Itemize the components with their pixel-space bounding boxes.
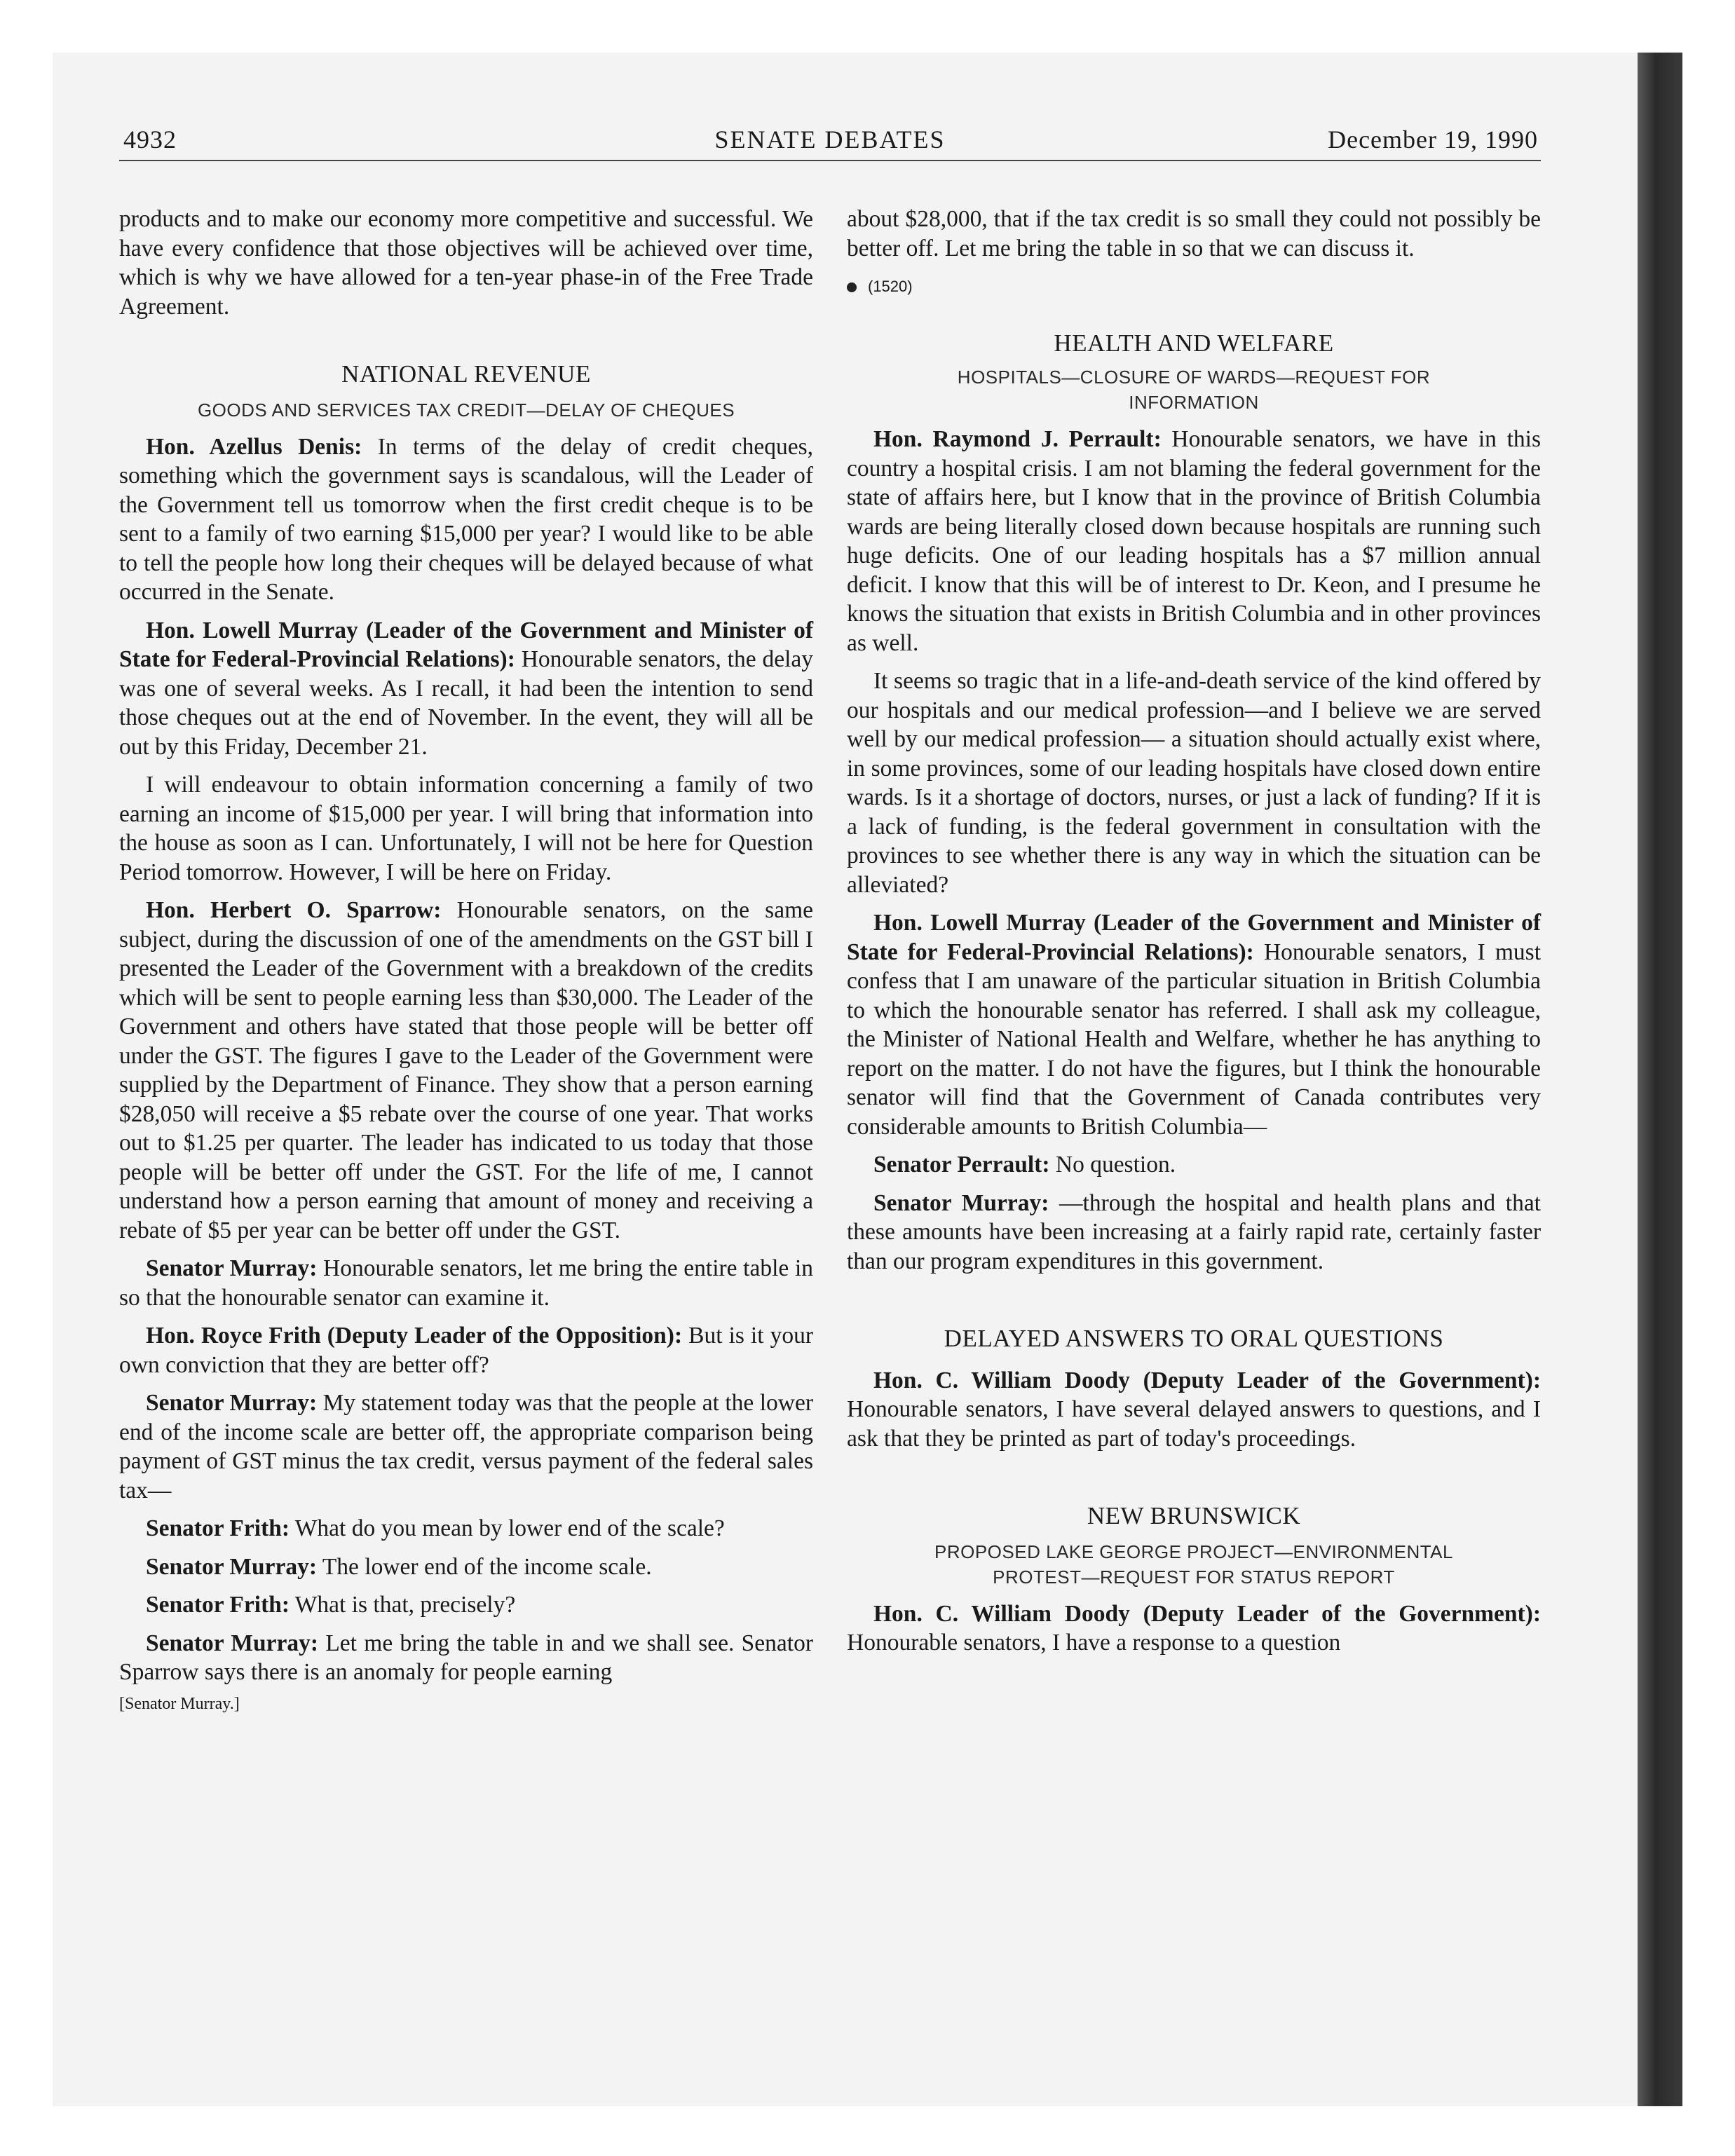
speaker-name: Hon. Royce Frith (Deputy Leader of the Opposition): — [146, 1323, 683, 1349]
speech-text: In terms of the delay of credit cheques, something which the government says is scandalous, will the Leader of the Government tell us tomorrow when the first credit cheque is to be sent to a family of two earning $15,000 per year? I would like to be able to tell the people how long their cheques will be delayed because of what occurred in the Senate. — [119, 433, 813, 605]
speaker-name: Senator Murray: — [146, 1255, 318, 1281]
speaker-name: Hon. Lowell Murray (Leader of the Government and Minister of State for Federal-Provincial Relations): — [119, 617, 813, 672]
speaker-attribution: [Senator Murray.] — [119, 1694, 240, 1713]
section-heading: NEW BRUNSWICK — [1087, 1502, 1301, 1529]
speaker-name: Senator Murray: — [146, 1630, 319, 1656]
section-heading: DELAYED ANSWERS TO ORAL QUESTIONS — [944, 1325, 1444, 1352]
speaker-name: Hon. Raymond J. Perrault: — [873, 426, 1162, 452]
speaker-name: Hon. Lowell Murray (Leader of the Government and Minister of State for Federal-Provincial Relations): — [847, 910, 1541, 965]
speaker-name: Hon. C. William Doody (Deputy Leader of the Government): — [873, 1600, 1541, 1627]
speaker-name: Senator Murray: — [873, 1189, 1049, 1216]
paragraph — [119, 1590, 813, 1620]
speech-text: No question. — [1049, 1152, 1176, 1178]
paragraph — [119, 432, 813, 607]
speech-text: Honourable senators, on the same subject, during the discussion of one of the amendments on the GST bill I presented the Leader of the Government with a breakdown of the credits which will be sent to people earning less than $30,000. The Leader of the Government and others have stated that those people will be better off under the GST. The figures I gave to the Leader of the Government were supplied by the Department of Finance. They show that a person earning $28,050 will receive a $5 rebate over the course of one year. That works out to $1.25 per quarter. The leader has indicated to us today that those people will be better off under the GST. For the life of me, I cannot understand how a person earning that amount of money and receiving a rebate of $5 per year can be better off under the GST. — [119, 897, 813, 1243]
speech-text: What is that, precisely? — [290, 1592, 516, 1618]
speech-text: What do you mean by lower end of the scale? — [290, 1515, 725, 1541]
page-number: 4932 — [123, 125, 177, 153]
speech-text: My statement today was that the people at the lower end of the income scale are better off, the appropriate comparison being payment of GST minus the tax credit, versus payment of the federal sales tax— — [119, 1390, 813, 1503]
speech-text: Honourable senators, I must confess that I am unaware of the particular situation in British Columbia to which the honourable senator has referred. I shall ask my colleague, the Minister of National Health and Welfare, whether he has anything to report on the matter. I do not have the figures, but I think the honourable senator will find that the Government of Canada contributes very considerable amounts to British Columbia— — [847, 939, 1542, 1140]
paragraph — [847, 908, 1541, 1141]
paragraph — [119, 616, 813, 762]
section-heading: HEALTH AND WELFARE — [1054, 329, 1334, 357]
section-heading: NATIONAL REVENUE — [341, 360, 591, 388]
paragraph — [119, 1553, 813, 1582]
speaker-name: Hon. Azellus Denis: — [146, 433, 362, 460]
paragraph — [119, 1389, 813, 1505]
left-column — [119, 205, 813, 1728]
paragraph — [847, 1366, 1541, 1454]
speaker-name: Senator Perrault: — [873, 1152, 1050, 1178]
publication-title: SENATE DEBATES — [714, 125, 946, 153]
paragraph — [847, 1150, 1541, 1180]
paragraph: products and to make our economy more competitive and successful. We have every confidence that those objectives will be achieved over time, which is why we have allowed for a ten-year phase-in of the Free Trade Agreement. — [119, 206, 813, 320]
speaker-name: Senator Murray: — [146, 1553, 318, 1580]
section-subheading: GOODS AND SERVICES TAX CREDIT—DELAY OF CHEQUES — [197, 399, 735, 421]
paragraph — [847, 1189, 1541, 1276]
publication-date: December 19, 1990 — [1328, 125, 1538, 153]
paragraph: about $28,000, that if the tax credit is so small they could not possibly be better off. Let me bring the table in so that we can discuss it. — [847, 206, 1541, 261]
bullet-icon — [847, 282, 857, 292]
paragraph — [847, 1599, 1541, 1658]
right-column — [847, 205, 1541, 1667]
speaker-name: Hon. C. William Doody (Deputy Leader of the Government): — [873, 1367, 1541, 1393]
time-marker — [847, 272, 1541, 301]
paragraph — [847, 425, 1541, 657]
scan-edge-shadow — [1638, 53, 1682, 2106]
paragraph — [119, 1254, 813, 1312]
section-subheading: PROPOSED LAKE GEORGE PROJECT—ENVIRONMENTAL PROTEST—REQUEST FOR STATUS REPORT — [934, 1541, 1453, 1588]
speaker-name: Hon. Herbert O. Sparrow: — [146, 897, 442, 923]
speech-text: Honourable senators, I have a response to a question — [847, 1630, 1341, 1656]
paragraph: It seems so tragic that in a life-and-death service of the kind offered by our hospitals and our medical profession—and I believe we are served well by our medical profession— a situation should actually exist where, in some provinces, some of our leading hospitals have closed down entire wards. Is it a shortage of doctors, nurses, or just a lack of funding? If it is a lack of funding, is the federal government in consultation with the provinces to see whether there is any way in which the situation can be alleviated? — [847, 668, 1541, 898]
speech-text: Honourable senators, we have in this country a hospital crisis. I am not blaming the federal government for the state of affairs here, but I know that in the province of British Columbia wards are being literally closed down because hospitals are running such huge deficits. One of our leading hospitals has a $7 million annual deficit. I know that this will be of interest to Dr. Keon, and I presume he knows the situation that exists in British Columbia and in other provinces as well. — [847, 426, 1541, 656]
speech-text: Honourable senators, let me bring the entire table in so that the honourable senator can examine it. — [119, 1255, 813, 1311]
section-subheading: HOSPITALS—CLOSURE OF WARDS—REQUEST FOR INFORMATION — [957, 367, 1431, 413]
speech-text: Honourable senators, I have several delayed answers to questions, and I ask that they be printed as part of today's proceedings. — [847, 1396, 1541, 1452]
paragraph — [119, 896, 813, 1245]
page-header — [119, 125, 1541, 161]
time-stamp: (1520) — [868, 278, 913, 295]
speech-text: Let me bring the table in and we shall see. Senator Sparrow says there is an anomaly for people earning — [119, 1630, 813, 1685]
paragraph — [119, 1629, 813, 1687]
paragraph — [119, 1321, 813, 1379]
paragraph — [119, 1514, 813, 1543]
speech-text: But is it your own conviction that they are better off? — [119, 1323, 813, 1378]
speaker-name: Senator Murray: — [146, 1390, 318, 1416]
speech-text: The lower end of the income scale. — [317, 1553, 652, 1580]
speaker-name: Senator Frith: — [146, 1592, 290, 1618]
speech-text: —through the hospital and health plans and that these amounts have been increasing at a fairly rapid rate, certainly faster than our program expenditures in this government. — [847, 1189, 1541, 1274]
speech-text: Honourable senators, the delay was one of several weeks. As I recall, it had been the intention to send those cheques out at the end of November. In the event, they will all be out by this Friday, December 21. — [119, 646, 813, 760]
speaker-name: Senator Frith: — [146, 1515, 290, 1541]
paragraph: I will endeavour to obtain information concerning a family of two earning an income of $15,000 per year. I will bring that information into the house as soon as I can. Unfortunately, I will not be here for Question Period tomorrow. However, I will be here on Friday. — [119, 772, 813, 885]
